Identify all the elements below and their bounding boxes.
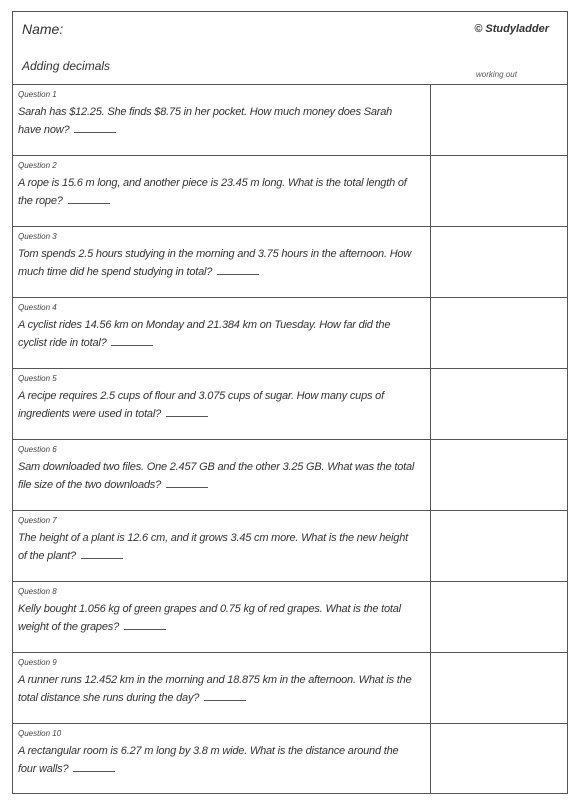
working-out-divider: [430, 369, 431, 439]
question-label: Question 6: [18, 445, 57, 454]
question-row: [13, 581, 567, 652]
question-text: Tom spends 2.5 hours studying in the morning and 3.75 hours in the afternoon. How much time did he spend studying in total?: [18, 248, 412, 278]
working-out-divider: [430, 156, 431, 226]
question-row: [13, 84, 567, 155]
question-text: A recipe requires 2.5 cups of flour and 3.075 cups of sugar. How many cups of ingredients were used in total?: [18, 390, 384, 420]
worksheet-topic: Adding decimals: [22, 59, 111, 73]
question-text: A rectangular room is 6.27 m long by 3.8 m wide. What is the distance around the four walls?: [18, 745, 399, 775]
question-text: Sam downloaded two files. One 2.457 GB and the other 3.25 GB. What was the total file size of the two downloads?: [18, 461, 415, 491]
question-text: Kelly bought 1.056 kg of green grapes and 0.75 kg of red grapes. What is the total weight of the grapes?: [18, 603, 401, 633]
question-row: [13, 510, 567, 581]
answer-blank[interactable]: [166, 406, 208, 417]
question-label: Question 3: [18, 232, 57, 241]
answer-blank[interactable]: [74, 122, 116, 133]
question-row: [13, 723, 567, 794]
question-row: [13, 652, 567, 723]
answer-blank[interactable]: [81, 548, 123, 559]
working-out-divider: [430, 85, 431, 155]
question-label: Question 10: [18, 729, 62, 738]
answer-blank[interactable]: [124, 619, 166, 630]
answer-blank[interactable]: [73, 761, 115, 772]
question-label: Question 7: [18, 516, 57, 525]
question-label: Question 9: [18, 658, 57, 667]
working-out-label: working out: [476, 70, 517, 79]
worksheet-header: [13, 12, 567, 84]
question-label: Question 2: [18, 161, 57, 170]
answer-blank[interactable]: [111, 335, 153, 346]
answer-blank[interactable]: [217, 264, 259, 275]
question-row: [13, 226, 567, 297]
working-out-divider: [430, 653, 431, 723]
question-label: Question 8: [18, 587, 57, 596]
working-out-divider: [430, 724, 431, 794]
answer-blank[interactable]: [204, 690, 246, 701]
question-text: The height of a plant is 12.6 cm, and it grows 3.45 cm more. What is the new height of the plant?: [18, 532, 408, 562]
worksheet: [12, 11, 568, 794]
question-row: [13, 439, 567, 510]
brand-logo: © Studyladder: [474, 23, 549, 35]
name-label: Name:: [22, 21, 64, 37]
question-label: Question 5: [18, 374, 57, 383]
question-text: A rope is 15.6 m long, and another piece is 23.45 m long. What is the total length of the rope?: [18, 177, 407, 207]
question-label: Question 1: [18, 90, 57, 99]
working-out-divider: [430, 298, 431, 368]
answer-blank[interactable]: [166, 477, 208, 488]
question-text: A runner runs 12.452 km in the morning and 18.875 km in the afternoon. What is the total distance she runs during the day?: [18, 674, 412, 704]
question-text: A cyclist rides 14.56 km on Monday and 21.384 km on Tuesday. How far did the cyclist ride in total?: [18, 319, 391, 349]
answer-blank[interactable]: [68, 193, 110, 204]
working-out-divider: [430, 227, 431, 297]
working-out-divider: [430, 582, 431, 652]
question-label: Question 4: [18, 303, 57, 312]
question-row: [13, 297, 567, 368]
working-out-divider: [430, 511, 431, 581]
working-out-divider: [430, 440, 431, 510]
question-text: Sarah has $12.25. She finds $8.75 in her pocket. How much money does Sarah have now?: [18, 106, 393, 136]
question-row: [13, 155, 567, 226]
question-row: [13, 368, 567, 439]
